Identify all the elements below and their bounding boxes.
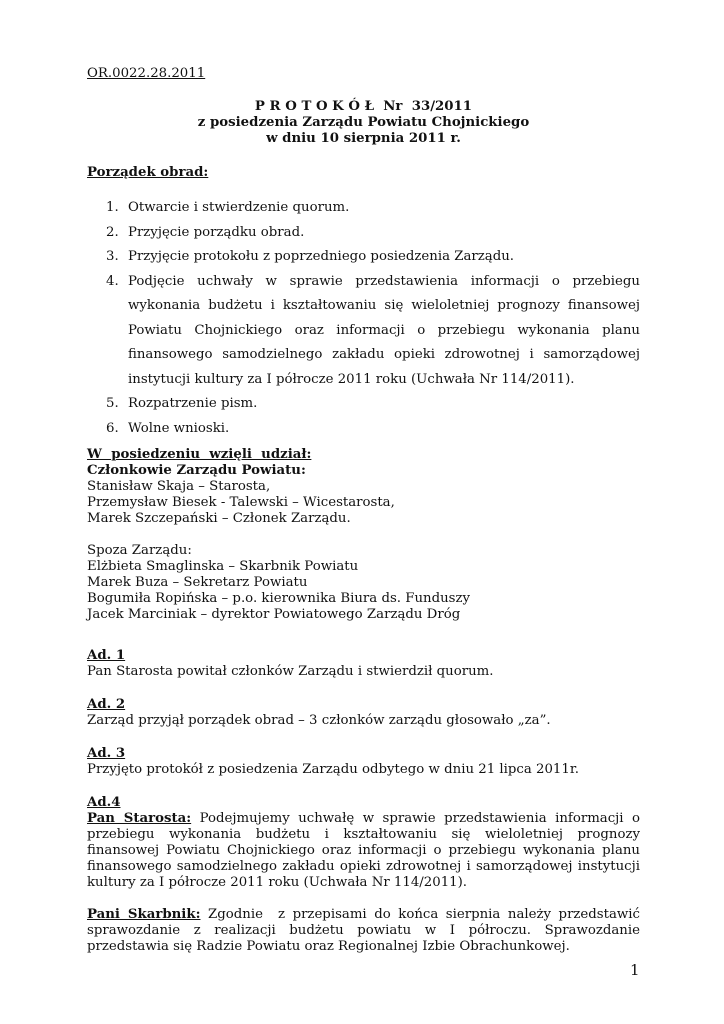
agenda-item: 1. Otwarcie i stwierdzenie quorum.: [106, 200, 350, 215]
document-reference: OR.0022.28.2011: [87, 66, 206, 81]
agenda-heading: Porządek obrad:: [87, 165, 209, 180]
ad2-text: Zarząd przyjął porządek obrad – 3 członków zarządu głosowało „za”.: [87, 713, 551, 728]
title-line-3: w dniu 10 sierpnia 2011 r.: [266, 131, 461, 146]
document-title: [87, 99, 640, 147]
ad1-label: Ad. 1: [87, 648, 126, 663]
ad3-label: Ad. 3: [87, 746, 126, 761]
agenda-list: [87, 196, 640, 441]
ad1-text: Pan Starosta powitał członków Zarządu i stwierdził quorum.: [87, 664, 494, 679]
outside-participant: Bogumiła Ropińska – p.o. kierownika Biura ds. Funduszy: [87, 591, 471, 606]
section-ad2: [87, 697, 640, 729]
agenda-item: 2. Przyjęcie porządku obrad.: [106, 224, 305, 240]
skarbnik-text: Zgodnie z przepisami do końca sierpnia należy przedstawić sprawozdanie z realizacji budżetu powiatu w I półroczu. Sprawozdanie przedstawia się Radzie Powiatu oraz Regionalnej Izbie Obrachunkowej.: [87, 907, 645, 954]
outside-heading: Spoza Zarządu:: [87, 543, 192, 558]
ad2-label: Ad. 2: [87, 697, 126, 712]
outside-participant: Elżbieta Smaglinska – Skarbnik Powiatu: [87, 559, 359, 574]
section-ad3: [87, 746, 640, 778]
starosta-statement: [87, 811, 640, 891]
board-member: Stanisław Skaja – Starosta,: [87, 479, 271, 494]
outside-participant: Jacek Marciniak – dyrektor Powiatowego Zarządu Dróg: [87, 607, 461, 622]
title-line-2: z posiedzenia Zarządu Powiatu Chojnickiego: [197, 115, 530, 130]
ad3-text: Przyjęto protokół z posiedzenia Zarządu odbytego w dniu 21 lipca 2011r.: [87, 762, 579, 777]
title-line-1: P R O T O K Ó Ł Nr 33/2011: [254, 99, 473, 114]
speaker-starosta: Pan Starosta:: [87, 811, 192, 826]
agenda-item: 6. Wolne wnioski.: [106, 420, 230, 436]
agenda-item: 5. Rozpatrzenie pism.: [106, 396, 258, 411]
outside-participant: Marek Buza – Sekretarz Powiatu: [87, 575, 308, 590]
board-member: Marek Szczepański – Członek Zarządu.: [87, 511, 351, 526]
participants-section: [87, 447, 640, 623]
ad4-label: Ad.4: [87, 795, 121, 810]
skarbnik-statement: [87, 907, 645, 955]
agenda-item: 4. Podjęcie uchwały w sprawie przedstawienia informacji o przebiegu wykonania budżetu i kształtowaniu się wieloletniej prognozy finansowej Powiatu Chojnickiego oraz informacji o przebiegu wykonania planu finansowego samodzielnego zakładu opieki zdrowotnej i samorządowej instytucji kultury za I półrocze 2011 roku (Uchwała Nr 114/2011).: [106, 273, 640, 387]
starosta-text: Podejmujemy uchwałę w sprawie przedstawienia informacji o przebiegu wykonania budżetu i kształtowaniu się wieloletniej prognozy finansowej Powiatu Chojnickiego oraz informacji o przebiegu wykonania planu finansowego samodzielnego zakładu opieki zdrowotnej i samorządowej instytucji kultury za I półrocze 2011 roku (Uchwała Nr 114/2011).: [87, 811, 640, 890]
section-ad4: [87, 795, 645, 955]
section-ad1: [87, 648, 640, 680]
agenda-item: 3. Przyjęcie protokołu z poprzedniego posiedzenia Zarządu.: [106, 249, 515, 264]
speaker-skarbnik: Pani Skarbnik:: [87, 907, 201, 922]
board-heading: Członkowie Zarządu Powiatu:: [87, 463, 306, 478]
board-member: Przemysław Biesek - Talewski – Wicestarosta,: [87, 495, 395, 510]
participants-heading: W posiedzeniu wzięli udział:: [87, 447, 312, 462]
page-number: 1: [630, 961, 640, 979]
